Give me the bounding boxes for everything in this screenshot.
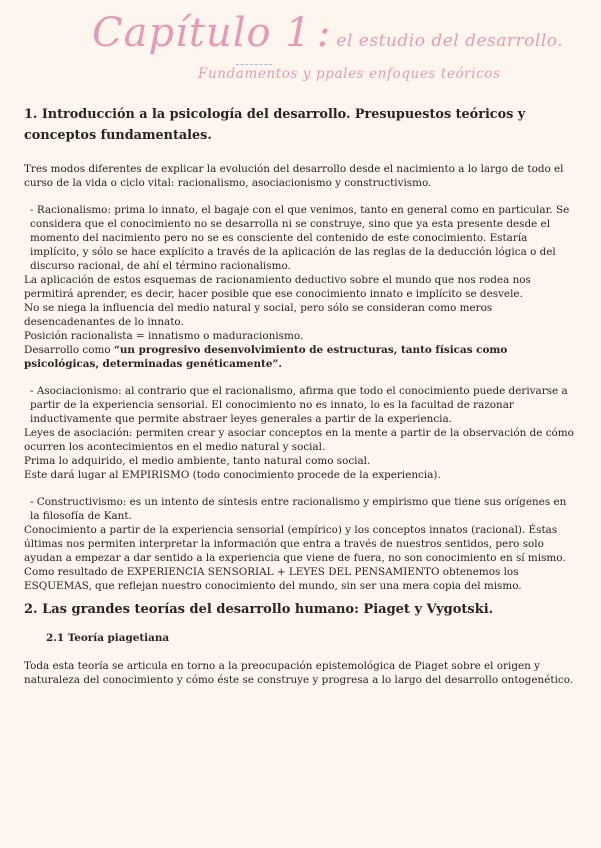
document-body bbox=[24, 104, 577, 687]
piaget-paragraph: Toda esta teoría se articula en torno a la preocupación epistemológica de Piaget sobre el origen y naturaleza del conocimiento y cómo éste se construye y progresa a lo largo del desarrollo ontogenético. bbox=[24, 660, 574, 686]
intro-paragraph: Tres modos diferentes de explicar la evolución del desarrollo desde el nacimiento a lo largo de todo el curso de la vida o ciclo vital: racionalismo, asociacionismo y constructivismo. bbox=[24, 163, 564, 189]
chapter-title-colon: : bbox=[316, 10, 332, 56]
posicion-racionalista: Posición racionalista = innatismo o maduracionismo. bbox=[24, 330, 304, 342]
desarrollo-definition bbox=[24, 343, 577, 371]
constructivismo-paragraph: - Constructivismo: es un intento de síntesis entre racionalismo y empirismo que tiene sus orígenes en la filosofía de Kant. bbox=[30, 496, 567, 522]
racionalismo-aplicacion: La aplicación de estos esquemas de racionamiento deductivo sobre el mundo que nos rodea nos permitirá aprender, es decir, hacer posible que ese conocimiento innato e implícito se desvele. bbox=[24, 274, 531, 300]
chapter-title-main: Capítulo 1 bbox=[92, 10, 312, 56]
section-2-1-heading: 2.1 Teoría piagetiana bbox=[46, 632, 170, 644]
empirismo-line: Este dará lugar al EMPIRISMO (todo conocimiento procede de la experiencia). bbox=[24, 469, 441, 481]
racionalismo-medio: No se niega la influencia del medio natural y social, pero sólo se consideran como meros desencadenantes de lo innato. bbox=[24, 302, 493, 328]
leyes-asociacion: Leyes de asociación: permiten crear y asociar conceptos en la mente a partir de la observación de cómo ocurren los acontecimientos en el medio natural y social. bbox=[24, 427, 574, 453]
chapter-title-rest: el estudio del desarrollo. bbox=[336, 31, 564, 51]
title-underline-mark bbox=[236, 64, 272, 65]
desarrollo-prefix: Desarrollo como bbox=[24, 344, 114, 356]
asociacionismo-paragraph: - Asociacionismo: al contrario que el racionalismo, afirma que todo el conocimiento puede derivarse a partir de la experiencia sensorial. El conocimiento no es innato, lo es la facultad de razonar inductivamente que permite abstraer leyes generales a partir de la experiencia. bbox=[30, 385, 568, 425]
chapter-title bbox=[92, 10, 563, 56]
constructivismo-esquemas: Como resultado de EXPERIENCIA SENSORIAL + LEYES DEL PENSAMIENTO obtenemos los ESQUEMAS, que reflejan nuestro conocimiento del mundo, sin ser una mera copia del mismo. bbox=[24, 566, 522, 592]
section-1-heading: 1. Introducción a la psicología del desarrollo. Presupuestos teóricos y conceptos fundamentales. bbox=[24, 107, 526, 143]
chapter-subtitle: Fundamentos y ppales enfoques teóricos bbox=[198, 66, 501, 82]
constructivismo-conocimiento: Conocimiento a partir de la experiencia sensorial (empírico) y los conceptos innatos (racional). Éstas últimas nos permiten interpretar la información que entra a través de nuestros sentidos, pero solo ayudan a empezar a dar sentido a la experiencia que viene de fuera, no son conocimiento en sí mismo. bbox=[24, 524, 566, 564]
desarrollo-quote: “un progresivo desenvolvimiento de estructuras, tanto físicas como psicológicas, determinadas genéticamente”. bbox=[24, 344, 508, 370]
racionalismo-paragraph: - Racionalismo: prima lo innato, el bagaje con el que venimos, tanto en general como en particular. Se considera que el conocimiento no se desarrolla ni se construye, sino que ya esta presente desde el momento del nacimiento pero no se es consciente del contenido de este conocimiento. Estaría implícito, y sólo se hace explícito a través de la aplicación de las reglas de la deducción lógica o del discurso racional, de ahí el término racionalismo. bbox=[30, 204, 570, 272]
section-2-heading: 2. Las grandes teorías del desarrollo humano: Piaget y Vygotski. bbox=[24, 602, 494, 617]
prima-adquirido: Prima lo adquirido, el medio ambiente, tanto natural como social. bbox=[24, 455, 371, 467]
